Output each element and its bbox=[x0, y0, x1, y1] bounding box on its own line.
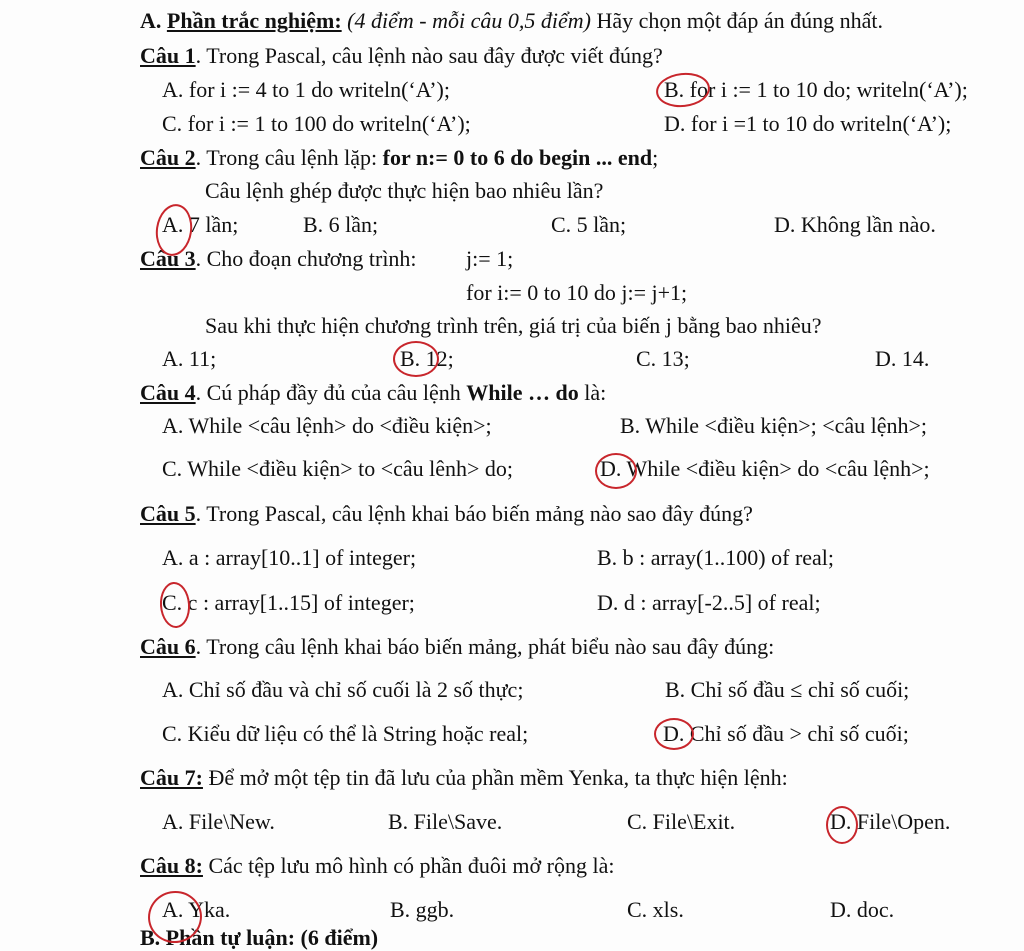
question-7 bbox=[140, 763, 788, 793]
q6-option-d: D. Chỉ số đầu > chỉ số cuối; bbox=[663, 721, 909, 746]
question-4 bbox=[140, 378, 606, 408]
question-stem: . Trong câu lệnh khai báo biến mảng, phát biểu nào sau đây đúng: bbox=[195, 634, 775, 659]
q8-option-a: A. Yka. bbox=[162, 897, 231, 922]
q2-subquestion: Câu lệnh ghép được thực hiện bao nhiêu lần? bbox=[205, 178, 604, 203]
section-instruction: Hãy chọn một đáp án đúng nhất. bbox=[596, 8, 883, 33]
section-label: A. bbox=[140, 8, 167, 33]
q3-subquestion: Sau khi thực hiện chương trình trên, giá trị của biến j bằng bao nhiêu? bbox=[205, 313, 822, 338]
q7-option-b: B. File\Save. bbox=[388, 809, 503, 834]
q5-option-b: B. b : array(1..100) of real; bbox=[597, 545, 835, 570]
q1-option-c: C. for i := 1 to 100 do writeln(‘A’); bbox=[162, 111, 471, 136]
q3-option-a: A. 11; bbox=[162, 346, 217, 371]
section-note: (4 điểm - mỗi câu 0,5 điểm) bbox=[347, 8, 591, 33]
q3-option-d: D. 14. bbox=[875, 346, 930, 371]
q1-option-b: B. for i := 1 to 10 do; writeln(‘A’); bbox=[664, 77, 968, 102]
question-number: Câu 2 bbox=[140, 145, 196, 170]
question-stem: . Cho đoạn chương trình: bbox=[195, 246, 417, 271]
q6-option-c: C. Kiểu dữ liệu có thể là String hoặc real; bbox=[162, 721, 529, 746]
q2-option-c: C. 5 lần; bbox=[551, 212, 627, 237]
q3-code-line-2: for i:= 0 to 10 do j:= j+1; bbox=[466, 280, 688, 305]
q1-option-a: A. for i := 4 to 1 do writeln(‘A’); bbox=[162, 77, 450, 102]
question-number: Câu 3 bbox=[140, 246, 196, 271]
q7-option-d: D. File\Open. bbox=[830, 809, 951, 834]
q2-option-d: D. Không lần nào. bbox=[774, 212, 936, 237]
question-6 bbox=[140, 632, 774, 662]
q1-option-d: D. for i =1 to 10 do writeln(‘A’); bbox=[664, 111, 952, 136]
q5-option-d: D. d : array[-2..5] of real; bbox=[597, 590, 821, 615]
q4-option-a: A. While <câu lệnh> do <điều kiện>; bbox=[162, 413, 492, 438]
q3-code-line-1: j:= 1; bbox=[466, 246, 514, 271]
q4-option-d: D. While <điều kiện> do <câu lệnh>; bbox=[600, 456, 930, 481]
q8-option-c: C. xls. bbox=[627, 897, 684, 922]
question-stem: Các tệp lưu mô hình có phần đuôi mở rộng là: bbox=[202, 853, 615, 878]
q5-option-c: C. c : array[1..15] of integer; bbox=[162, 590, 415, 615]
question-stem: . Trong Pascal, câu lệnh nào sau đây được viết đúng? bbox=[195, 43, 663, 68]
question-stem-end: ; bbox=[652, 145, 659, 170]
question-number: Câu 7: bbox=[140, 765, 203, 790]
question-5 bbox=[140, 499, 753, 529]
q4-option-b: B. While <điều kiện>; <câu lệnh>; bbox=[620, 413, 928, 438]
question-stem: . Trong câu lệnh lặp: bbox=[195, 145, 383, 170]
code-fragment: While … do bbox=[466, 380, 579, 405]
section-header bbox=[140, 6, 883, 36]
section-title: Phần trắc nghiệm: bbox=[166, 8, 342, 33]
question-number: Câu 6 bbox=[140, 634, 196, 659]
question-1 bbox=[140, 41, 663, 71]
q6-option-b: B. Chỉ số đầu ≤ chỉ số cuối; bbox=[665, 677, 910, 702]
code-fragment: for n:= 0 to 6 do begin ... end bbox=[382, 145, 653, 170]
q2-option-a: A. 7 lần; bbox=[162, 212, 239, 237]
q8-option-b: B. ggb. bbox=[390, 897, 455, 922]
question-stem: . Trong Pascal, câu lệnh khai báo biến mảng nào sao đây đúng? bbox=[195, 501, 753, 526]
question-8 bbox=[140, 851, 615, 881]
question-stem: Để mở một tệp tin đã lưu của phần mềm Yenka, ta thực hiện lệnh: bbox=[202, 765, 788, 790]
q8-option-d: D. doc. bbox=[830, 897, 895, 922]
question-number: Câu 4 bbox=[140, 380, 196, 405]
q2-option-b: B. 6 lần; bbox=[303, 212, 379, 237]
question-number: Câu 8: bbox=[140, 853, 203, 878]
q5-option-a: A. a : array[10..1] of integer; bbox=[162, 545, 417, 570]
question-stem: . Cú pháp đầy đủ của câu lệnh bbox=[195, 380, 467, 405]
q7-option-c: C. File\Exit. bbox=[627, 809, 736, 834]
question-2 bbox=[140, 143, 658, 173]
q3-option-c: C. 13; bbox=[636, 346, 690, 371]
next-section-heading: B. Phần tự luận: (6 điểm) bbox=[140, 925, 379, 950]
q7-option-a: A. File\New. bbox=[162, 809, 275, 834]
question-number: Câu 1 bbox=[140, 43, 196, 68]
q3-option-b: B. 12; bbox=[400, 346, 454, 371]
q6-option-a: A. Chỉ số đầu và chỉ số cuối là 2 số thực; bbox=[162, 677, 524, 702]
q4-option-c: C. While <điều kiện> to <câu lênh> do; bbox=[162, 456, 514, 481]
question-stem-end: là: bbox=[578, 380, 607, 405]
question-3 bbox=[140, 244, 417, 274]
question-number: Câu 5 bbox=[140, 501, 196, 526]
